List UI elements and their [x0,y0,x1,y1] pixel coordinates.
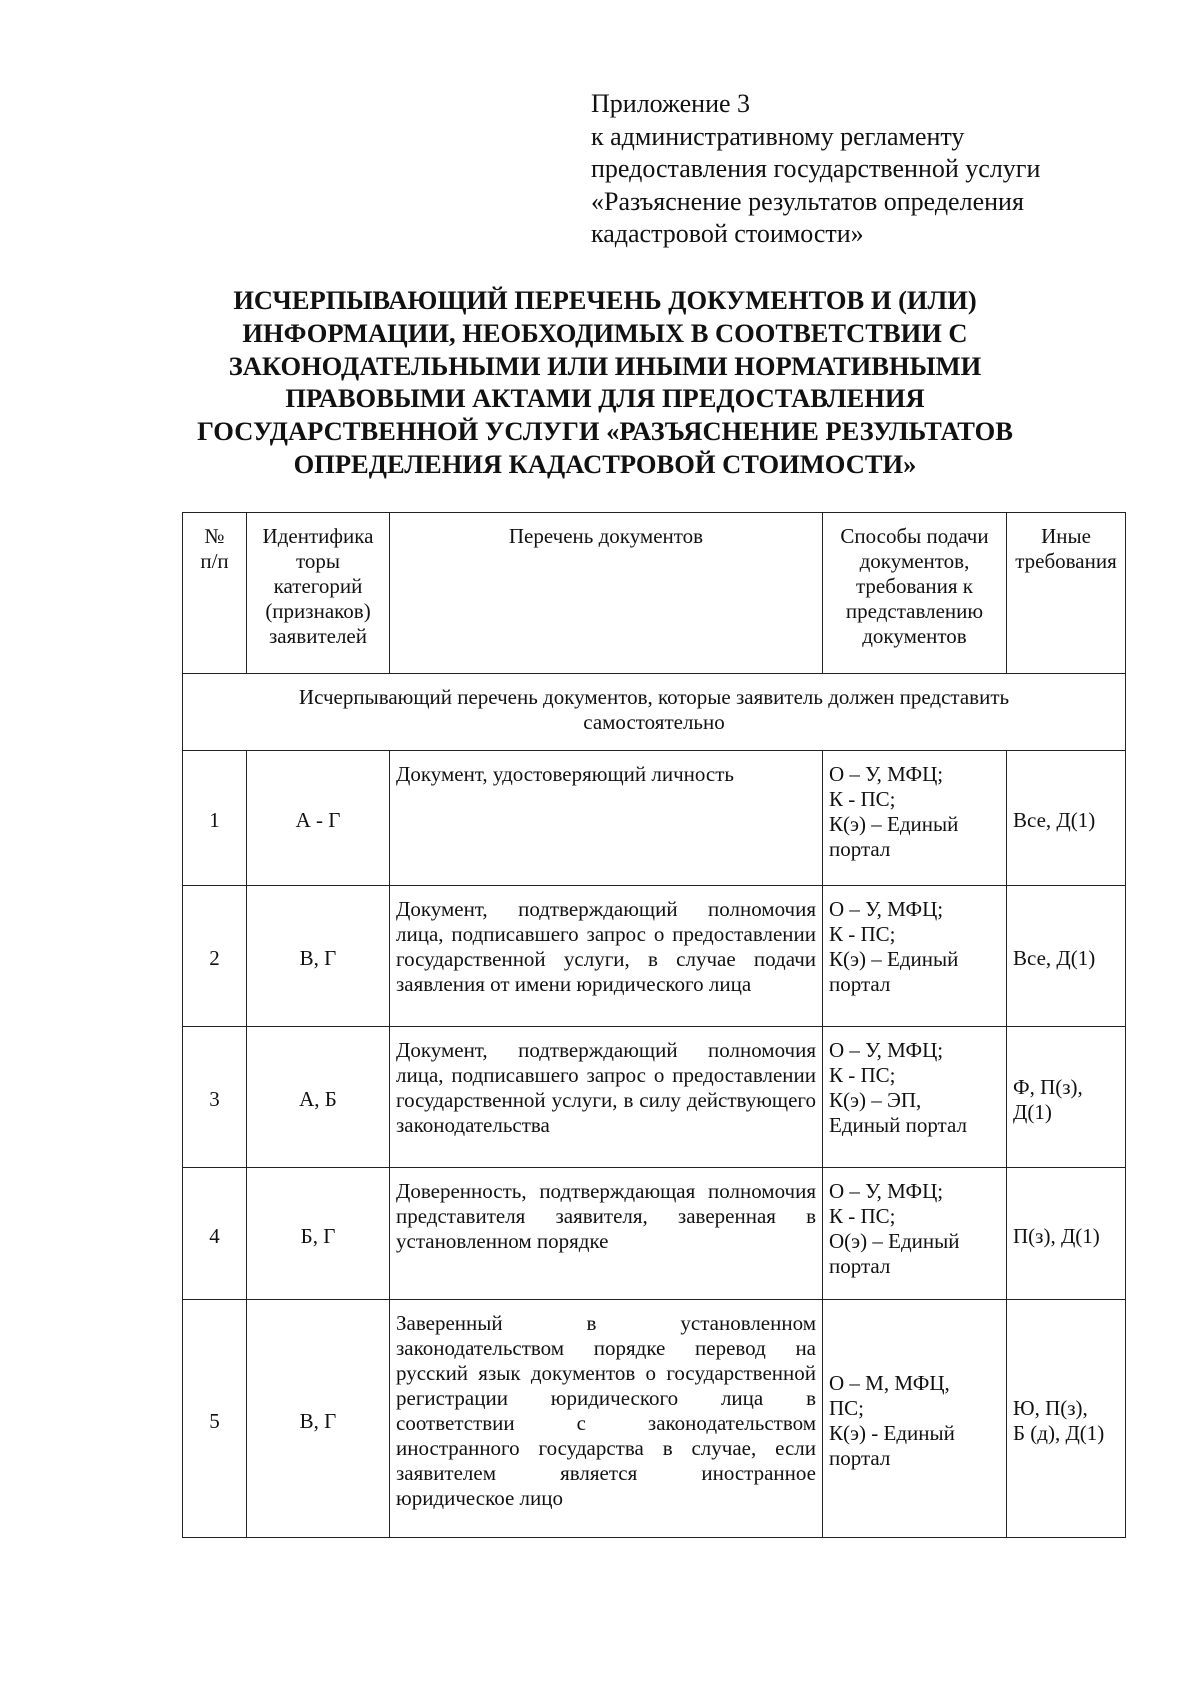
row-applicant-ids: А, Б [247,1027,390,1168]
row-num: 4 [183,1168,247,1300]
row-methods: О – У, МФЦ; К - ПС; О(э) – Единый портал [823,1168,1007,1300]
annex-line: «Разъяснение результатов определения [591,186,1024,216]
row-num: 3 [183,1027,247,1168]
annex-line: к административному регламенту [591,121,965,151]
table-row [183,886,1126,1027]
table-row [183,1300,1126,1538]
annex-header [591,88,1040,251]
title-line: ПРАВОВЫМИ АКТАМИ ДЛЯ ПРЕДОСТАВЛЕНИЯ [285,383,925,414]
row-document: Документ, удостоверяющий личность [390,751,823,886]
row-document: Заверенный в установленном законодательством порядке перевод на русский язык документов о государственной регистрации юридического лица в соответствии с законодательством иностранного государства в случае, если заявителем является иностранное юридическое лицо [390,1300,823,1538]
row-methods: О – М, МФЦ, ПС; К(э) - Единый портал [823,1300,1007,1538]
title-line: ИНФОРМАЦИИ, НЕОБХОДИМЫХ В СООТВЕТСТВИИ С [242,317,968,348]
row-other: Ф, П(з), Д(1) [1007,1027,1126,1168]
header-methods: Способы подачи документов, требования к представлению документов [823,513,1007,674]
header-applicant-ids: Идентифика торы категорий (признаков) заявителей [247,513,390,674]
header-other-requirements: Иные требования [1007,513,1126,674]
document-title [180,284,1030,481]
row-methods: О – У, МФЦ; К - ПС; К(э) – Единый портал [823,751,1007,886]
header-num: № п/п [183,513,247,674]
row-methods: О – У, МФЦ; К - ПС; К(э) – ЭП, Единый портал [823,1027,1007,1168]
row-other: Ю, П(з), Б (д), Д(1) [1007,1300,1126,1538]
title-line: ГОСУДАРСТВЕННОЙ УСЛУГИ «РАЗЪЯСНЕНИЕ РЕЗУЛЬТАТОВ [197,416,1013,447]
annex-line: предоставления государственной услуги [591,154,1041,184]
row-document: Документ, подтверждающий полномочия лица, подписавшего запрос о предоставлении государственной услуги, в силу действующего законодательства [390,1027,823,1168]
row-num: 2 [183,886,247,1027]
header-documents: Перечень документов [390,513,823,674]
row-applicant-ids: В, Г [247,886,390,1027]
row-applicant-ids: А - Г [247,751,390,886]
row-num: 5 [183,1300,247,1538]
row-num: 1 [183,751,247,886]
annex-line: кадастровой стоимости» [591,219,864,249]
section-row [183,674,1126,751]
title-line: ИСЧЕРПЫВАЮЩИЙ ПЕРЕЧЕНЬ ДОКУМЕНТОВ И (ИЛИ) [233,285,977,315]
row-document: Документ, подтверждающий полномочия лица, подписавшего запрос о предоставлении государственной услуги, в случае подачи заявления от имени юридического лица [390,886,823,1027]
title-line: ОПРЕДЕЛЕНИЯ КАДАСТРОВОЙ СТОИМОСТИ» [293,448,917,479]
table-row [183,1168,1126,1300]
row-applicant-ids: Б, Г [247,1168,390,1300]
row-methods: О – У, МФЦ; К - ПС; К(э) – Единый портал [823,886,1007,1027]
table-row [183,751,1126,886]
row-applicant-ids: В, Г [247,1300,390,1538]
title-line: ЗАКОНОДАТЕЛЬНЫМИ ИЛИ ИНЫМИ НОРМАТИВНЫМИ [228,350,982,381]
table-row [183,1027,1126,1168]
row-document: Доверенность, подтверждающая полномочия представителя заявителя, заверенная в установленном порядке [390,1168,823,1300]
table-header-row [183,513,1126,674]
section-title: Исчерпывающий перечень документов, которые заявитель должен представить самостоятельно [183,674,1126,751]
row-other: Все, Д(1) [1007,751,1126,886]
documents-table [182,512,1126,1538]
row-other: Все, Д(1) [1007,886,1126,1027]
row-other: П(з), Д(1) [1007,1168,1126,1300]
annex-line: Приложение 3 [591,89,751,118]
